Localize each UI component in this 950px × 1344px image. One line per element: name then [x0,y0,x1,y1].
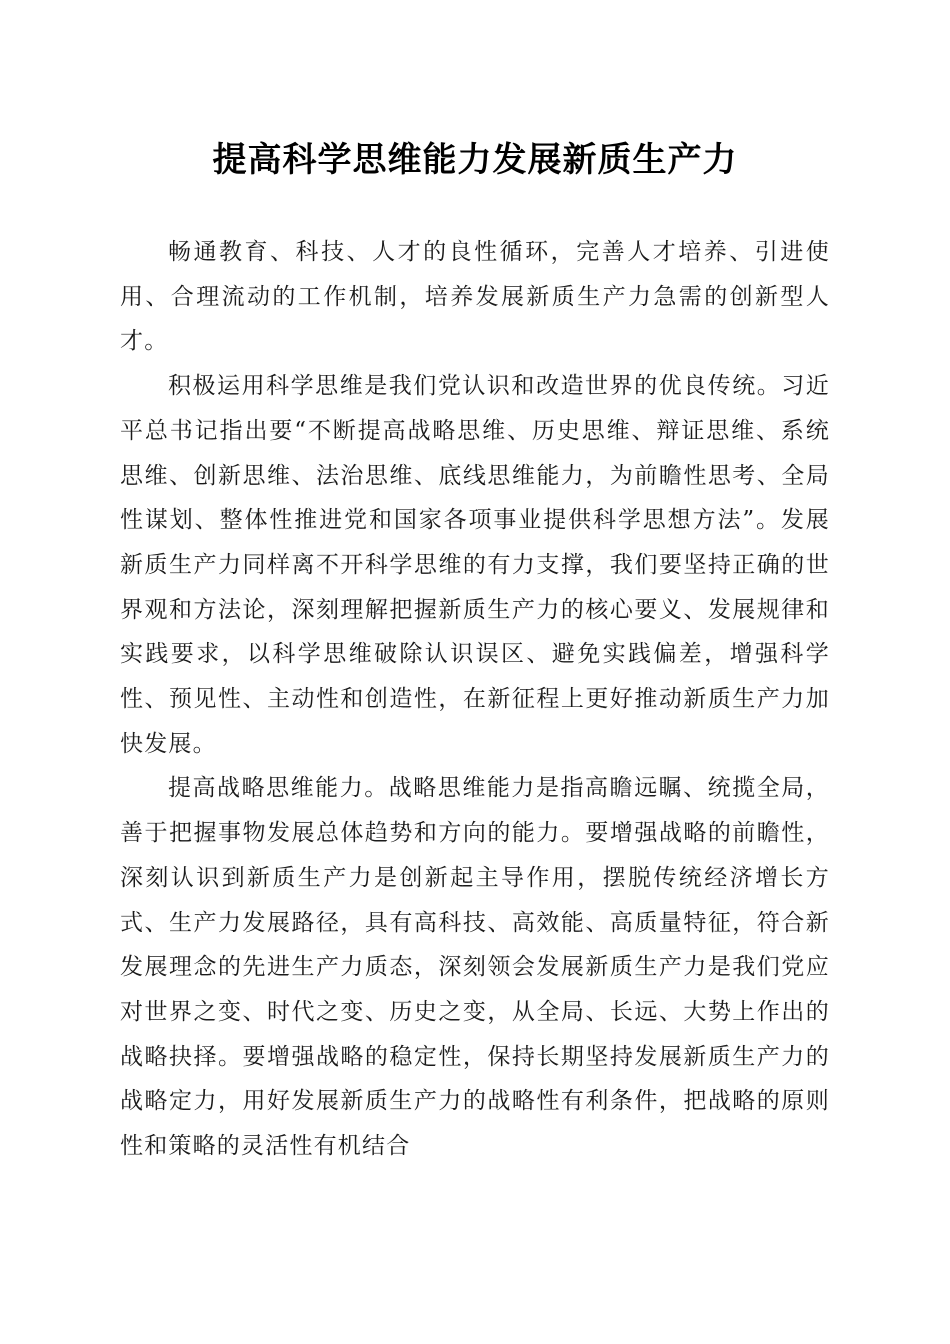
document-body [120,230,830,1169]
paragraph: 畅通教育、科技、人才的良性循环，完善人才培养、引进使用、合理流动的工作机制，培养发展新质生产力急需的创新型人才。 [120,239,830,355]
paragraph: 提高战略思维能力。战略思维能力是指高瞻远瞩、统揽全局，善于把握事物发展总体趋势和方向的能力。要增强战略的前瞻性，深刻认识到新质生产力是创新起主导作用，摆脱传统经济增长方式、生产力发展路径，具有高科技、高效能、高质量特征，符合新发展理念的先进生产力质态，深刻领会发展新质生产力是我们党应对世界之变、时代之变、历史之变，从全局、长远、大势上作出的战略抉择。要增强战略的稳定性，保持长期坚持发展新质生产力的战略定力，用好发展新质生产力的战略性有利条件，把战略的原则性和策略的灵活性有机结合 [120,775,830,1160]
paragraph: 积极运用科学思维是我们党认识和改造世界的优良传统。习近平总书记指出要“不断提高战略思维、历史思维、辩证思维、系统思维、创新思维、法治思维、底线思维能力，为前瞻性思考、全局性谋划、整体性推进党和国家各项事业提供科学思想方法”。发展新质生产力同样离不开科学思维的有力支撑，我们要坚持正确的世界观和方法论，深刻理解把握新质生产力的核心要义、发展规律和实践要求，以科学思维破除认识误区、避免实践偏差，增强科学性、预见性、主动性和创造性，在新征程上更好推动新质生产力加快发展。 [120,373,830,757]
document-title: 提高科学思维能力发展新质生产力 [212,140,738,180]
